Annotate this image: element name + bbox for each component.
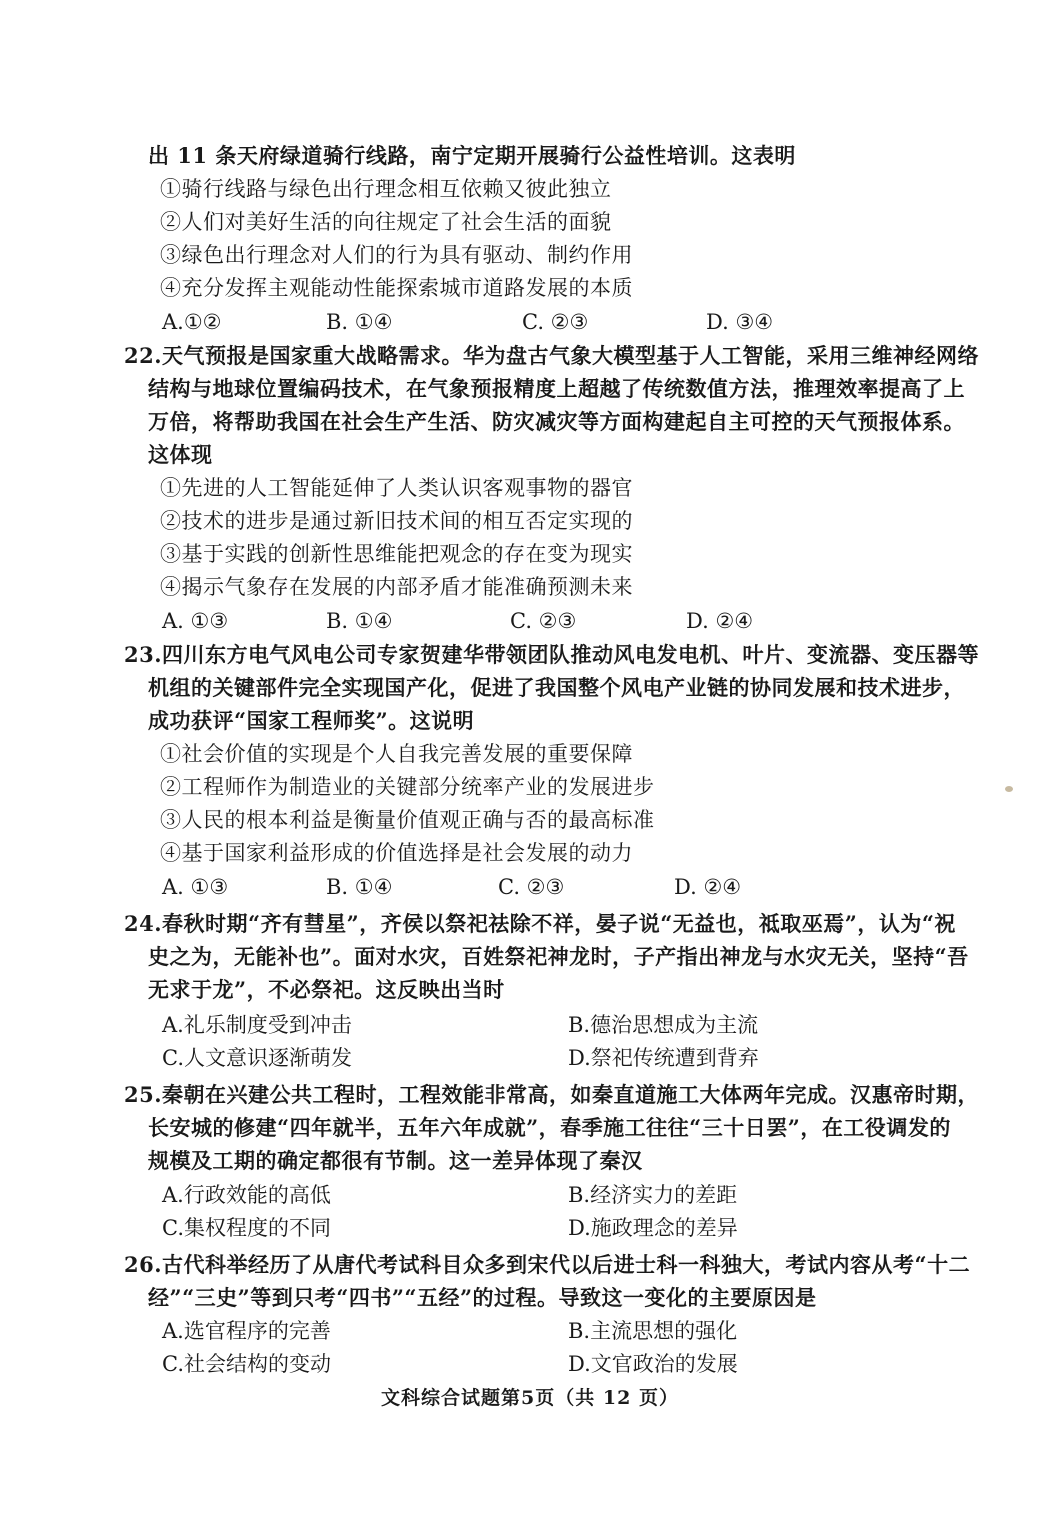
q22-option-c[interactable]: C. ②③ — [510, 609, 577, 633]
q24-option-b[interactable]: B.德治思想成为主流 — [568, 1013, 759, 1037]
q23-option-c[interactable]: C. ②③ — [498, 875, 565, 899]
q26-option-d[interactable]: D.文官政治的发展 — [568, 1352, 738, 1376]
q22-item-1: ①先进的人工智能延伸了人类认识客观事物的器官 — [160, 476, 633, 500]
q23-item-4: ④基于国家利益形成的价值选择是社会发展的动力 — [160, 841, 633, 865]
q22-stem-line-1: 22.天气预报是国家重大战略需求。华为盘古气象大模型基于人工智能，采用三维神经网络 — [124, 343, 980, 368]
q26-stem-line-2: 经”“三史”等到只考“四书”“五经”的过程。导致这一变化的主要原因是 — [148, 1285, 817, 1310]
q22-item-2: ②技术的进步是通过新旧技术间的相互否定实现的 — [160, 509, 633, 533]
q22-option-b[interactable]: B. ①④ — [326, 609, 393, 633]
q22-item-3: ③基于实践的创新性思维能把观念的存在变为现实 — [160, 542, 633, 566]
q24-stem-line-3: 无求于龙”，不必祭祀。这反映出当时 — [148, 977, 505, 1002]
q21-item-2: ②人们对美好生活的向往规定了社会生活的面貌 — [160, 210, 612, 234]
q21-stem-tail: 出 11 条天府绿道骑行线路，南宁定期开展骑行公益性培训。这表明 — [148, 143, 796, 168]
q24-stem-line-2: 史之为，无能补也”。面对水灾，百姓祭祀神龙时，子产指出神龙与水灾无关，坚持“吾 — [148, 944, 969, 969]
q21-item-3: ③绿色出行理念对人们的行为具有驱动、制约作用 — [160, 243, 633, 267]
q22-option-d[interactable]: D. ②④ — [686, 609, 754, 633]
q23-item-1: ①社会价值的实现是个人自我完善发展的重要保障 — [160, 742, 633, 766]
q25-option-d[interactable]: D.施政理念的差异 — [568, 1216, 738, 1240]
q24-option-d[interactable]: D.祭祀传统遭到背弃 — [568, 1046, 759, 1070]
q25-stem-line-3: 规模及工期的确定都很有节制。这一差异体现了秦汉 — [148, 1148, 643, 1173]
scan-speck — [1005, 786, 1013, 792]
q21-item-1: ①骑行线路与绿色出行理念相互依赖又彼此独立 — [160, 177, 612, 201]
q26-option-b[interactable]: B.主流思想的强化 — [568, 1319, 738, 1343]
q22-stem-line-3: 万倍，将帮助我国在社会生产生活、防灾减灾等方面构建起自主可控的天气预报体系。 — [148, 409, 965, 434]
q21-option-d[interactable]: D. ③④ — [706, 310, 774, 334]
q25-option-b[interactable]: B.经济实力的差距 — [568, 1183, 738, 1207]
q21-option-b[interactable]: B. ①④ — [326, 310, 393, 334]
q26-option-a[interactable]: A.选官程序的完善 — [162, 1319, 331, 1343]
q23-item-3: ③人民的根本利益是衡量价值观正确与否的最高标准 — [160, 808, 655, 832]
q21-option-c[interactable]: C. ②③ — [522, 310, 589, 334]
q23-stem-line-1: 23.四川东方电气风电公司专家贺建华带领团队推动风电发电机、叶片、变流器、变压器等 — [124, 642, 980, 667]
q23-item-2: ②工程师作为制造业的关键部分统率产业的发展进步 — [160, 775, 655, 799]
q22-stem-line-2: 结构与地球位置编码技术，在气象预报精度上超越了传统数值方法，推理效率提高了上 — [148, 376, 965, 401]
page-footer: 文科综合试题第5页（共 12 页） — [381, 1387, 679, 1409]
q23-stem-line-2: 机组的关键部件完全实现国产化，促进了我国整个风电产业链的协同发展和技术进步， — [148, 675, 965, 700]
q24-option-a[interactable]: A.礼乐制度受到冲击 — [162, 1013, 352, 1037]
q22-option-a[interactable]: A. ①③ — [162, 609, 229, 633]
q26-stem-line-1: 26.古代科举经历了从唐代考试科目众多到宋代以后进士科一科独大，考试内容从考“十二 — [124, 1252, 971, 1277]
q21-item-4: ④充分发挥主观能动性能探索城市道路发展的本质 — [160, 276, 633, 300]
q23-option-b[interactable]: B. ①④ — [326, 875, 393, 899]
q25-option-a[interactable]: A.行政效能的高低 — [162, 1183, 331, 1207]
q22-stem-line-4: 这体现 — [148, 442, 213, 467]
q23-option-d[interactable]: D. ②④ — [674, 875, 742, 899]
q25-option-c[interactable]: C.集权程度的不同 — [162, 1216, 331, 1240]
q25-stem-line-2: 长安城的修建“四年就半，五年六年成就”，春季施工往往“三十日罢”，在工役调发的 — [148, 1115, 951, 1140]
q24-option-c[interactable]: C.人文意识逐渐萌发 — [162, 1046, 352, 1070]
q23-option-a[interactable]: A. ①③ — [162, 875, 229, 899]
q26-option-c[interactable]: C.社会结构的变动 — [162, 1352, 331, 1376]
q24-stem-line-1: 24.春秋时期“齐有彗星”，齐侯以祭祀祛除不祥，晏子说“无益也，祗取巫焉”，认为“祝 — [124, 911, 956, 936]
q23-stem-line-3: 成功获评“国家工程师奖”。这说明 — [148, 708, 475, 733]
q22-item-4: ④揭示气象存在发展的内部矛盾才能准确预测未来 — [160, 575, 633, 599]
q21-option-a[interactable]: A.①② — [162, 310, 222, 334]
q25-stem-line-1: 25.秦朝在兴建公共工程时，工程效能非常高，如秦直道施工大体两年完成。汉惠帝时期， — [124, 1082, 980, 1107]
